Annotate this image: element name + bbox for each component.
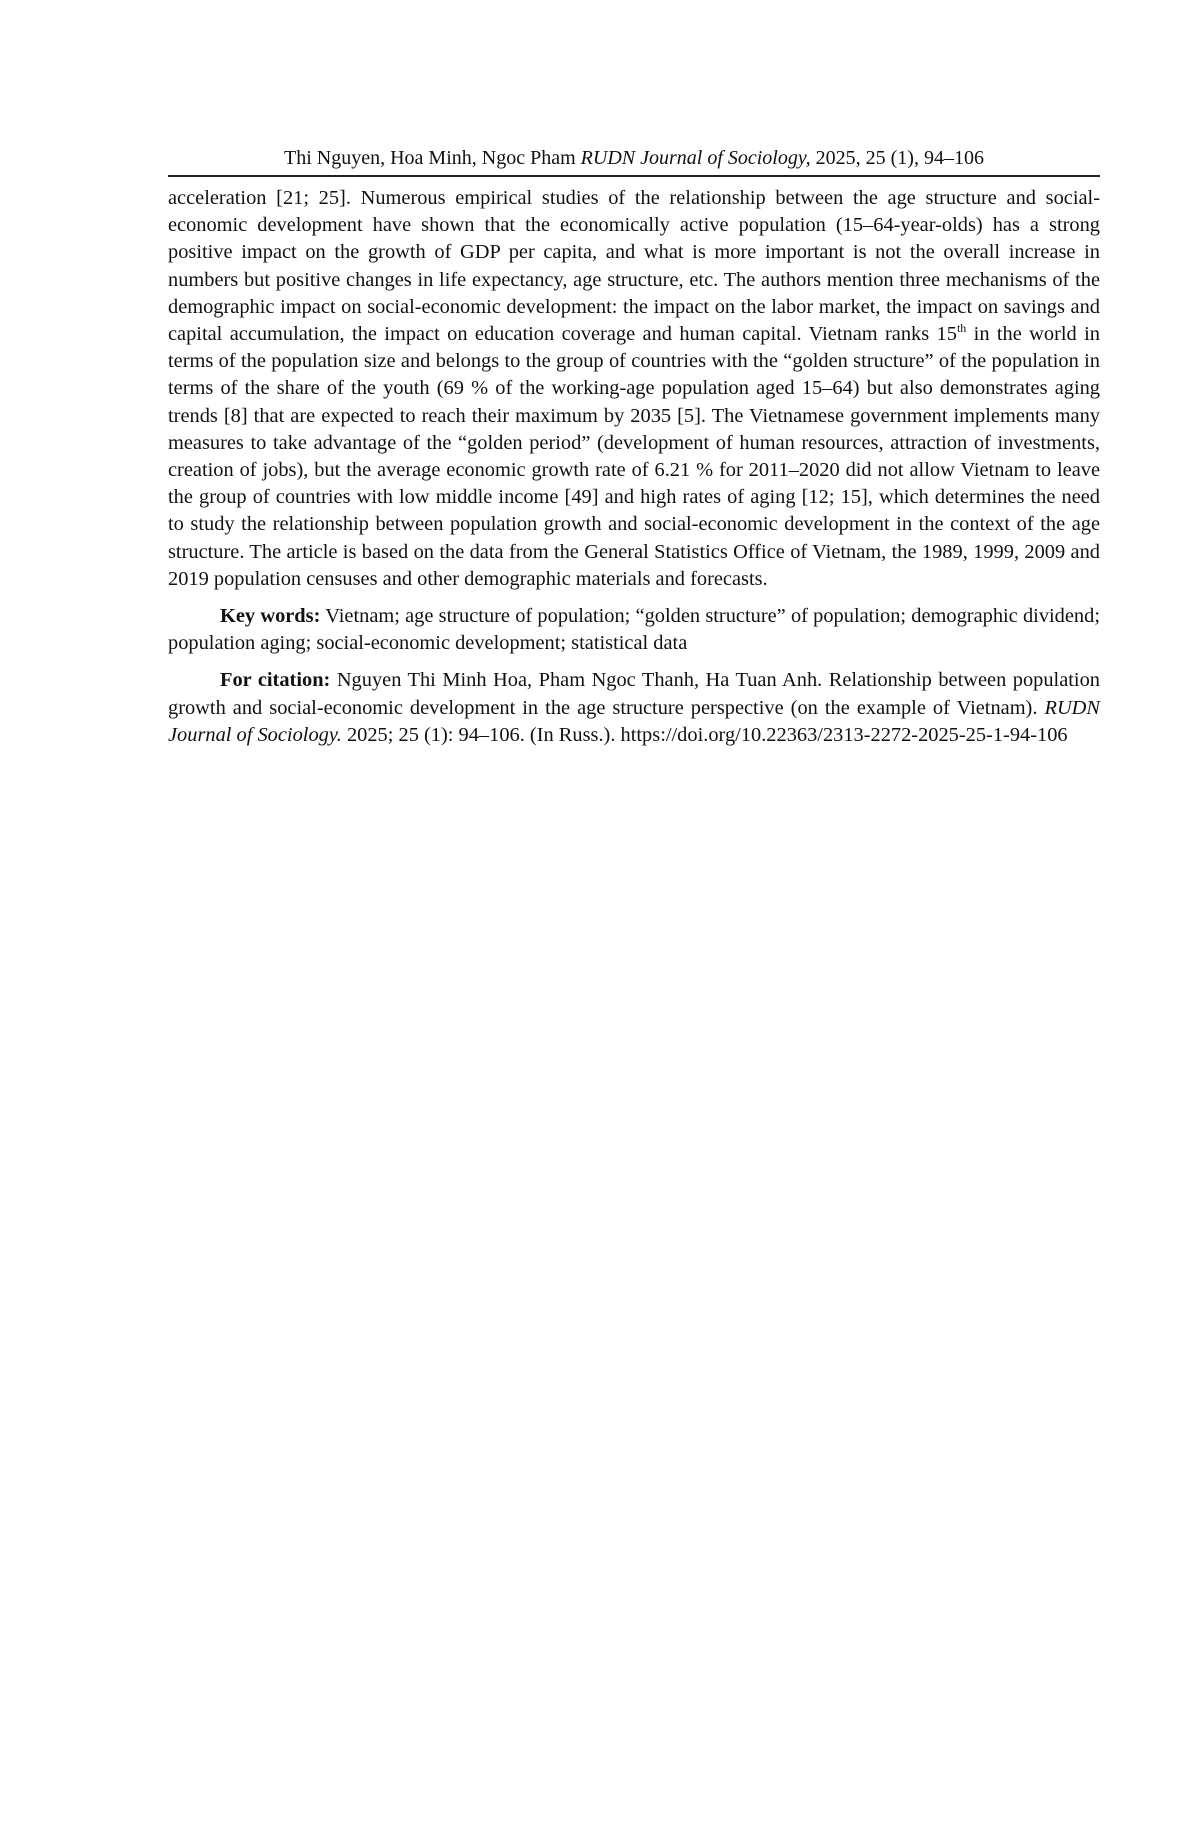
page (168, 146, 1100, 749)
keywords-text: Vietnam; age structure of population; “golden structure” of population; demographic dividend; population aging; social-economic development; statistical data (168, 605, 1100, 655)
citation-text-before: Nguyen Thi Minh Hoa, Pham Ngoc Thanh, Ha Tuan Anh. Relationship between population growth and social-economic development in the age structure perspective (on the example of Vietnam). (168, 669, 1100, 719)
citation-text-after: 2025; 25 (1): 94–106. (In Russ.). https://doi.org/10.22363/2313-2272-2025-25-1-94-106 (341, 723, 1068, 746)
citation-journal: RUDN Journal of Sociology. (168, 696, 1100, 746)
abstract-text-part2: in the world in terms of the population size and belongs to the group of countries with the “golden structure” of the population in terms of the share of the youth (69 % of the working-age population aged 15–64) but also demonstrates aging trends [8] that are expected to reach their maximum by 2035 [5]. The Vietnamese government implements many measures to take advantage of the “golden period” (development of human resources, attraction of investments, creation of jobs), but the average economic growth rate of 6.21 % for 2011–2020 did not allow Vietnam to leave the group of countries with low middle income [49] and high rates of aging [12; 15], which determines the need to study the relationship between population growth and social-economic development in the context of the age structure. The article is based on the data from the General Statistics Office of Vietnam, the 1989, 1999, 2009 and 2019 population censuses and other demographic materials and forecasts. (168, 323, 1100, 590)
running-head-issue: 2025, 25 (1), 94–106 (815, 147, 984, 169)
abstract-text-part1: acceleration [21; 25]. Numerous empirical studies of the relationship between the age structure and social-economic development have shown that the economically active population (15–64-year-olds) has a strong positive impact on the growth of GDP per capita, and what is more important is not the overall increase in numbers but positive changes in life expectancy, age structure, etc. The authors mention three mechanisms of the demographic impact on social-economic development: the impact on the labor market, the impact on savings and capital accumulation, the impact on education coverage and human capital. Vietnam ranks 15 (168, 187, 1100, 346)
keywords-label: Key words: (220, 605, 321, 628)
keywords-paragraph (168, 603, 1100, 657)
running-head-journal: RUDN Journal of Sociology, (580, 147, 811, 169)
running-head-authors: Thi Nguyen, Hoa Minh, Ngoc Pham (284, 147, 576, 169)
citation-label: For citation: (220, 669, 331, 692)
running-head (168, 146, 1100, 177)
abstract-paragraph (168, 185, 1100, 593)
citation-paragraph (168, 667, 1100, 749)
abstract-superscript: th (956, 321, 967, 336)
